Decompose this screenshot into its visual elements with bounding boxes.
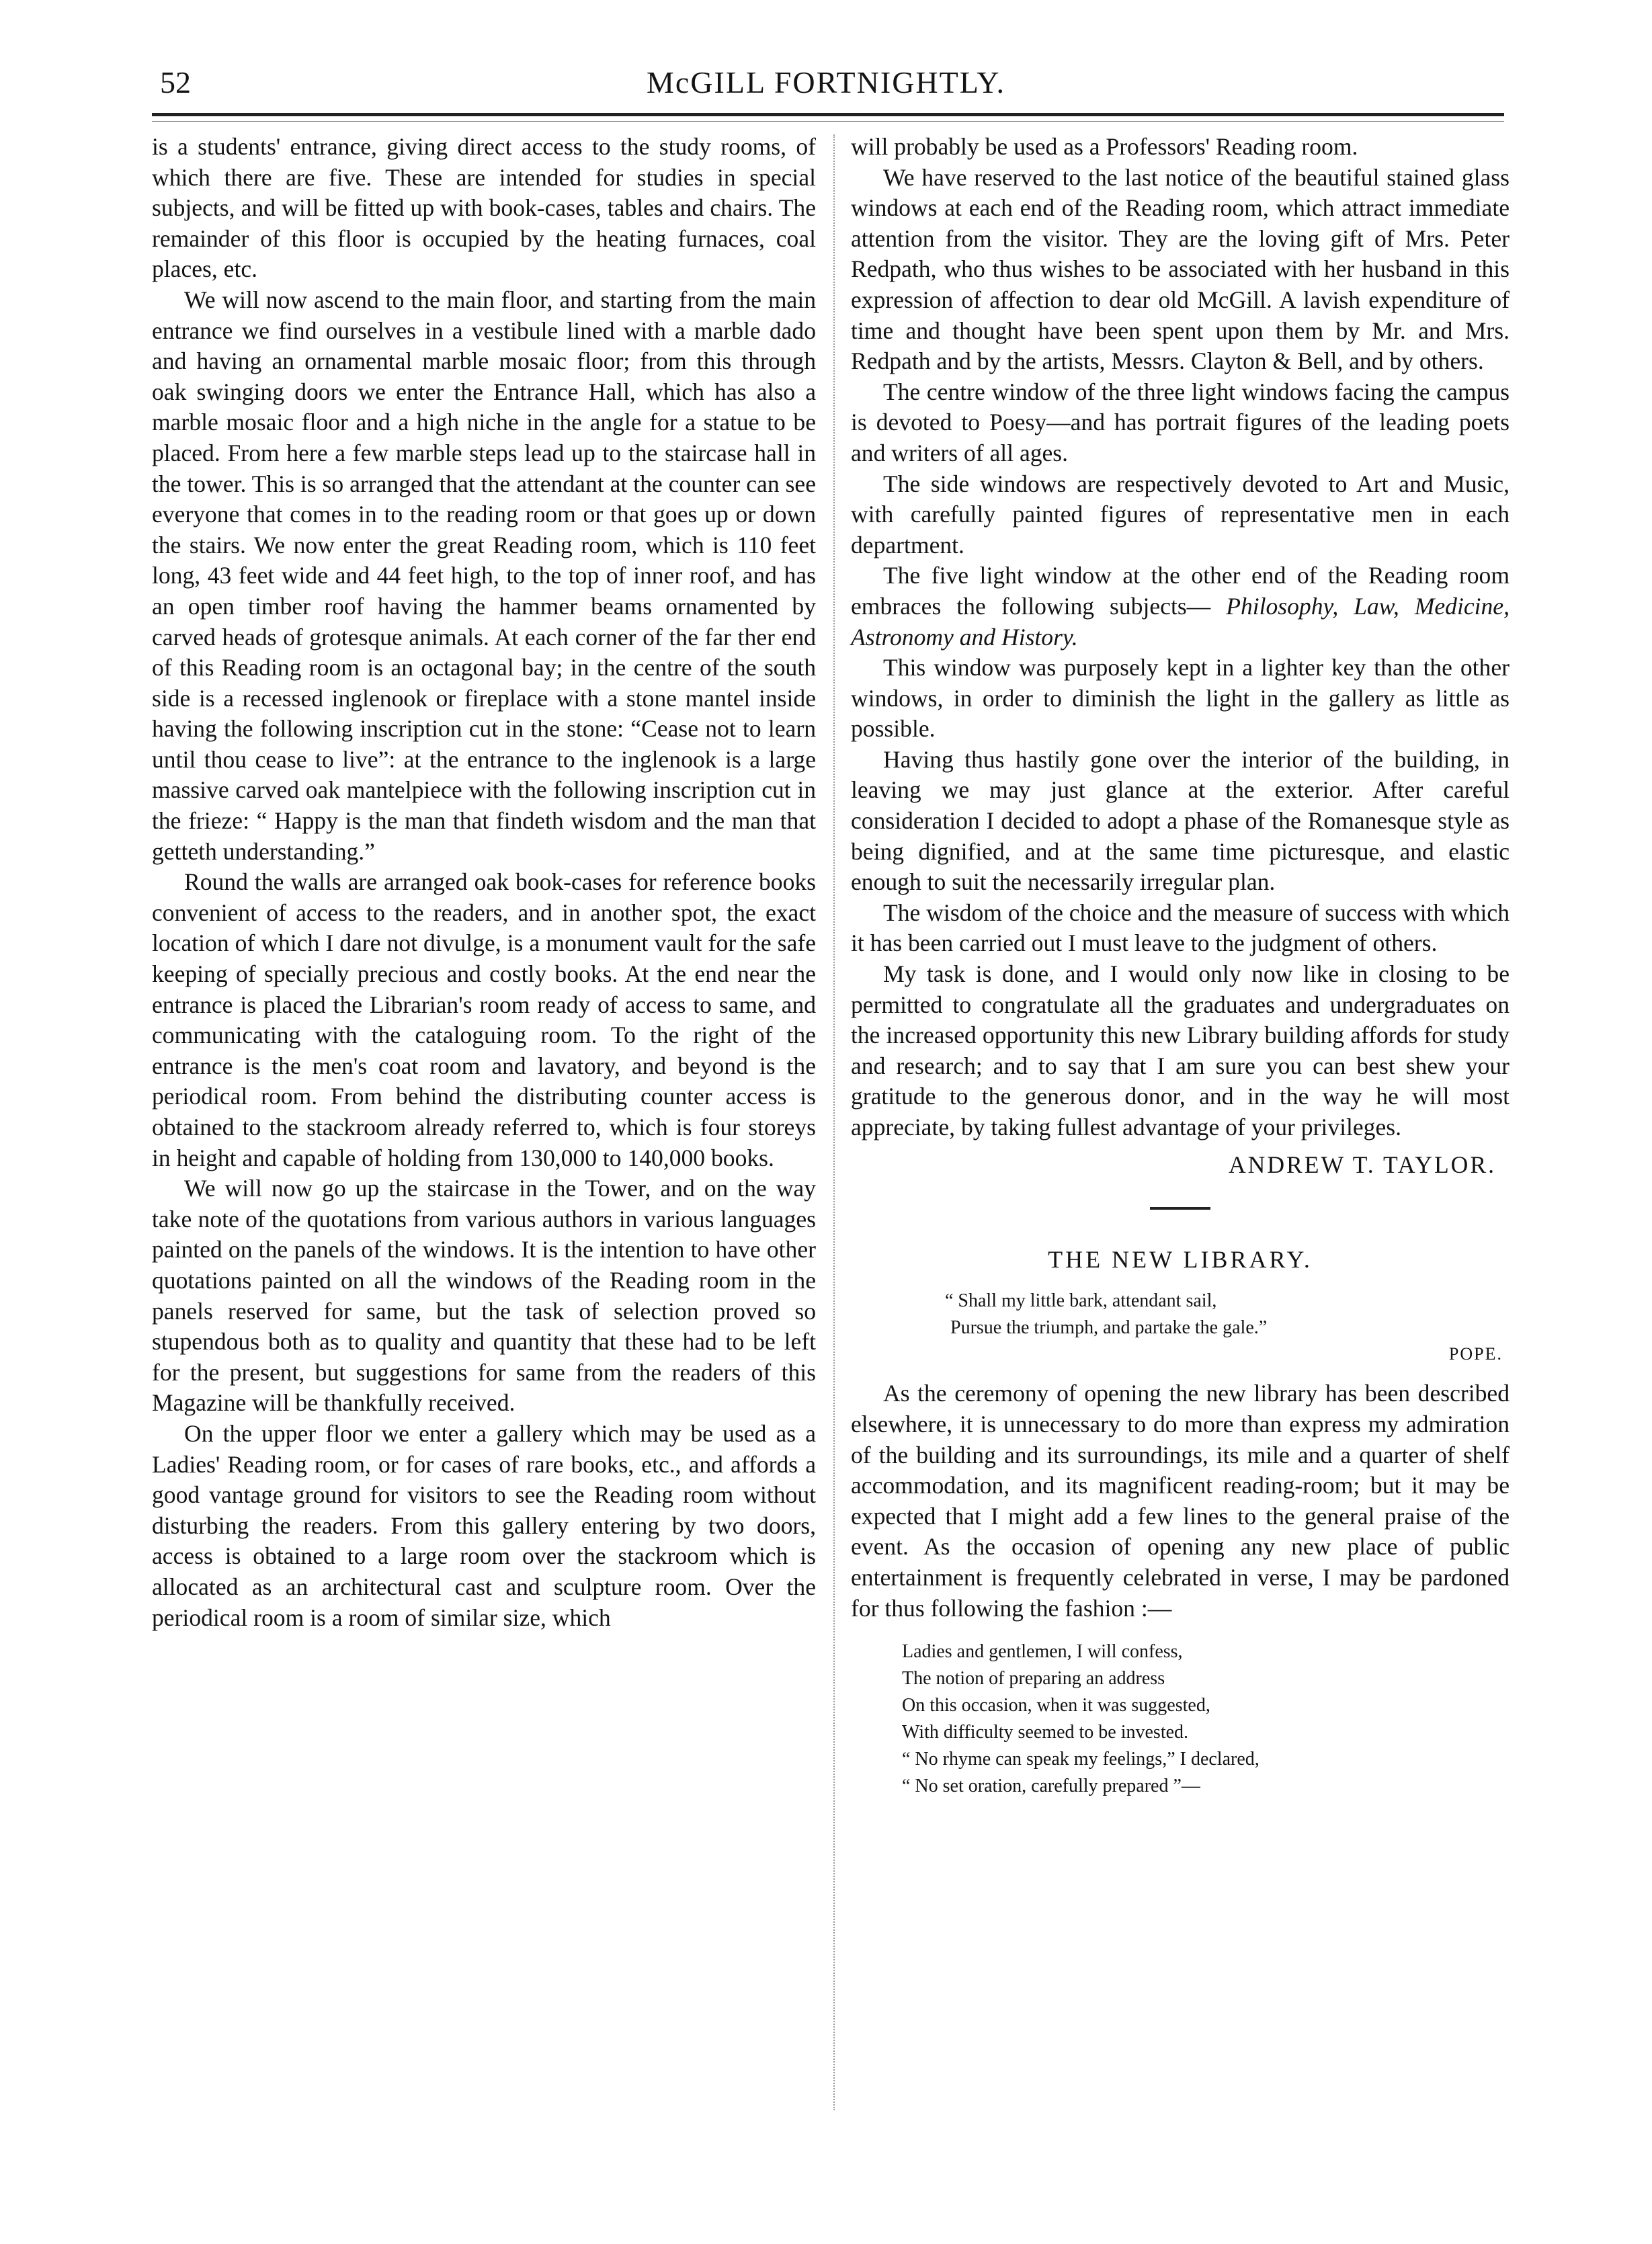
paragraph: My task is done, and I would only now like in closing to be permitted to congratulate all the graduates and undergraduates on the increased opportunity this new Library building affords for study and research; and to say that I am sure you can best shew your gratitude to the generous donor, and in the way he will most appreciate, by taking fullest advantage of your privileges. bbox=[851, 960, 1510, 1140]
header-rule bbox=[152, 113, 1504, 116]
paragraph: The centre window of the three light windows facing the campus is devoted to Poesy—and has portrait figures of the leading poets and writers of all ages. bbox=[851, 378, 1510, 466]
verse-line: With difficulty seemed to be invested. bbox=[902, 1722, 1189, 1743]
paragraph: The side windows are respectively devoted to Art and Music, with carefully painted figures of representative men in each department. bbox=[851, 470, 1510, 558]
paragraph: This window was purposely kept in a lighter key than the other windows, in order to diminish the light in the gallery as little as possible. bbox=[851, 654, 1510, 743]
column-divider bbox=[833, 134, 835, 2110]
verse-line: “ No set oration, carefully prepared ”— bbox=[902, 1776, 1200, 1797]
paragraph: We will now ascend to the main floor, and starting from the main entrance we find ourselves in a vestibule lined with a marble dado and having an ornamental marble mosaic floor; from this through oak swinging doors we enter the Entrance Hall, which has also a marble mosaic floor and a high niche in the angle for a statue to be placed. From here a few marble steps lead up to the staircase hall in the tower. This is so arranged that the attendant at the counter can see everyone that comes in to the reading room or that goes up or down the stairs. We now enter the great Reading room, which is 110 feet long, 43 feet wide and 44 feet high, to the top of inner roof, and has an open timber roof having the hammer beams ornamented by carved heads of grotesque animals. At each corner of the far ther end of this Reading room is an octagonal bay; in the centre of the south side is a recessed inglenook or fireplace with a stone mantel inside having the following inscription cut in the stone: “Cease not to learn until thou cease to live”: at the entrance to the inglenook is a large massive carved oak mantelpiece with the following inscription cut in the frieze: “ Happy is the man that findeth wisdom and the man that getteth understanding.” bbox=[152, 286, 816, 865]
magazine-title: McGILL FORTNIGHTLY. bbox=[646, 65, 1006, 99]
paragraph: Round the walls are arranged oak book-cases for reference books convenient of access to the readers, and in another spot, the exact location of which I dare not divulge, is a monument vault for the safe keeping of specially precious and costly books. At the end near the entrance is placed the Librarian's room ready of access to same, and communicating with the cataloguing room. To the right of the entrance is the men's coat room and lavatory, and beyond is the periodical room. From behind the distributing counter access is obtained to the stackroom already referred to, which is four storeys in height and capable of holding from 130,000 to 140,000 books. bbox=[152, 868, 816, 1171]
paragraph-text: The five light window at the other end of the Reading room embraces the following subjects— bbox=[851, 562, 1510, 620]
paragraph: is a students' entrance, giving direct access to the study rooms, of which there are five. These are intended for studies in special subjects, and will be fitted up with book-cases, tables and chairs. The remainder of this floor is occupied by the heating furnaces, coal places, etc. bbox=[152, 133, 816, 283]
paragraph: will probably be used as a Professors' Reading room. bbox=[851, 133, 1358, 160]
right-column bbox=[851, 132, 1510, 1800]
verse-line: The notion of preparing an address bbox=[902, 1668, 1165, 1690]
paragraph: On the upper floor we enter a gallery which may be used as a Ladies' Reading room, or for cases of rare books, etc., and affords a good vantage ground for visitors to see the Reading room without disturbing the readers. From this gallery entering by two doors, access is obtained to a large room over the stackroom which is allocated as an architectural cast and sculpture room. Over the periodical room is a room of similar size, which bbox=[152, 1419, 816, 1631]
paragraph: We have reserved to the last notice of the beautiful stained glass windows at each end of the Reading room, which attract immediate attention from the visitor. They are the loving gift of Mrs. Peter Redpath, who thus wishes to be associated with her husband in this expression of affection to dear old McGill. A lavish expenditure of time and thought have been spent upon them by Mr. and Mrs. Redpath and by the artists, Messrs. Clayton & Bell, and by others. bbox=[851, 163, 1510, 375]
paragraph bbox=[851, 560, 1510, 653]
page-number: 52 bbox=[160, 65, 191, 99]
paragraph: Having thus hastily gone over the interior of the building, in leaving we may just glance at the exterior. After careful consideration I decided to adopt a phase of the Romanesque style as being dignified, and at the same time picturesque, and elastic enough to suit the necessarily irregular plan. bbox=[851, 745, 1510, 896]
header-rule-thin bbox=[152, 121, 1504, 122]
epigraph-line: Pursue the triumph, and partake the gale.” bbox=[950, 1317, 1268, 1338]
verse-line: Ladies and gentlemen, I will confess, bbox=[902, 1641, 1183, 1663]
author-signature: ANDREW T. TAYLOR. bbox=[1228, 1151, 1496, 1178]
epigraph bbox=[945, 1288, 1510, 1341]
epigraph-attribution: POPE. bbox=[1448, 1343, 1503, 1364]
verse bbox=[902, 1638, 1510, 1800]
subjects-list: Philosophy, Law, Medicine, Astronomy and History. bbox=[851, 592, 1510, 651]
verse-line: On this occasion, when it was suggested, bbox=[902, 1695, 1210, 1716]
paragraph: As the ceremony of opening the new library has been described elsewhere, it is unnecessary to do more than express my admiration of the building and its surroundings, its mile and a quarter of shelf accommodation, and its magnificent reading-room; but it may be expected that I might add a few lines to the general praise of the event. As the occasion of opening any new place of public entertainment is frequently celebrated in verse, I may be pardoned for thus following the fashion :— bbox=[851, 1380, 1510, 1622]
section-divider bbox=[1150, 1207, 1210, 1210]
paragraph: We will now go up the staircase in the Tower, and on the way take note of the quotations from various authors in various languages painted on the panels of the windows. It is the intention to have other quotations painted on all the windows of the Reading room in the panels reserved for same, but the task of selection proved so stupendous both as to quality and quantity that these had to be left for the present, but suggestions for same from the readers of this Magazine will be thankfully received. bbox=[152, 1175, 816, 1417]
paragraph: The wisdom of the choice and the measure of success with which it has been carried out I must leave to the judgment of others. bbox=[851, 899, 1510, 957]
epigraph-line: “ Shall my little bark, attendant sail, bbox=[945, 1290, 1217, 1311]
poem-title: THE NEW LIBRARY. bbox=[1048, 1246, 1313, 1274]
page-header bbox=[0, 65, 1652, 112]
verse-line: “ No rhyme can speak my feelings,” I declared, bbox=[902, 1749, 1259, 1770]
left-column bbox=[152, 132, 816, 1633]
